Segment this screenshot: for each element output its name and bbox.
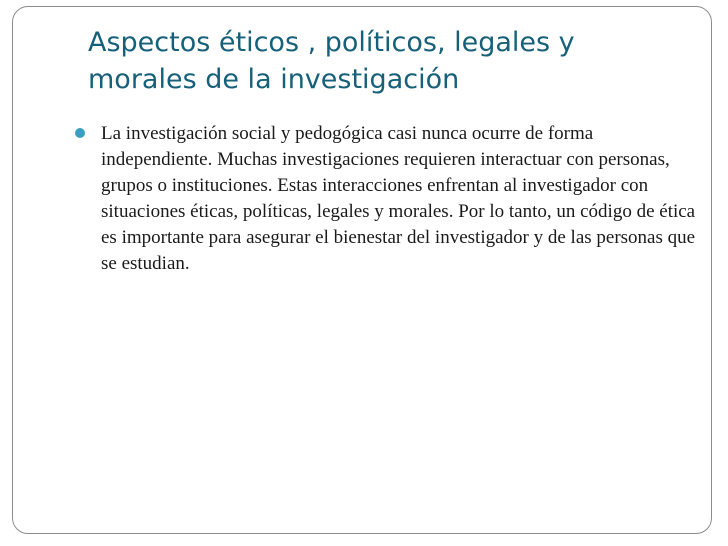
bullet-list [70, 121, 700, 277]
bullet-text: La investigación social y pedogógica casi nunca ocurre de forma independiente. Muchas investigaciones requieren interactuar con personas, grupos o instituciones. Estas interacciones enfrentan al investigador con situaciones éticas, políticas, legales y morales. Por lo tanto, un código de ética es importante para asegurar el bienestar del investigador y de las personas que se estudian. [101, 123, 696, 274]
bullet-item [70, 121, 700, 277]
bullet-dot-icon [75, 128, 85, 138]
slide-title: Aspectos éticos , políticos, legales y morales de la investigación [88, 27, 575, 95]
